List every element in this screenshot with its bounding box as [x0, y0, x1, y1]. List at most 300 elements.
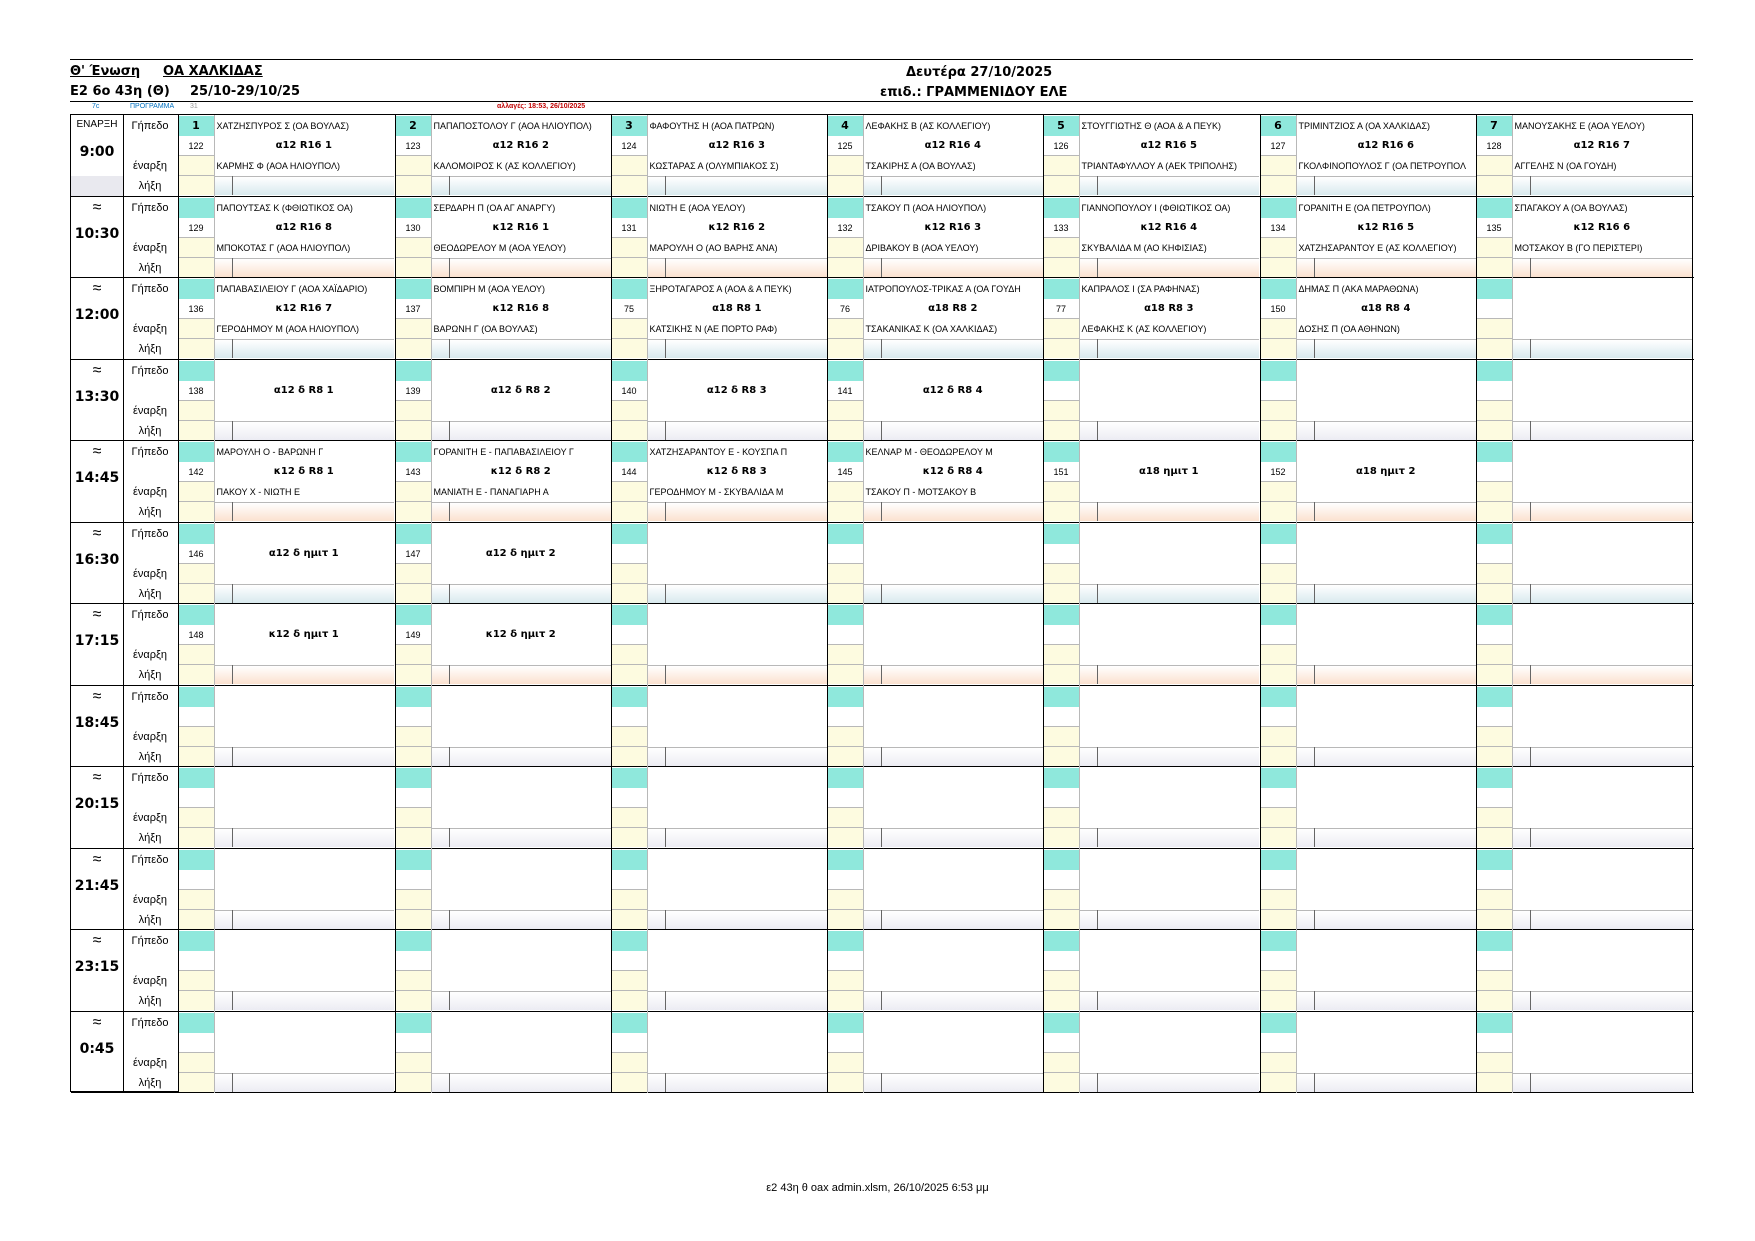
court-color-cell — [1477, 361, 1512, 381]
start-time-cell[interactable] — [828, 1053, 863, 1073]
match-number-cell — [612, 707, 647, 727]
start-time-cell[interactable] — [1477, 1053, 1512, 1073]
start-time-cell[interactable] — [1261, 564, 1296, 584]
end-time-cell[interactable] — [1044, 258, 1079, 277]
end-time-cell[interactable] — [396, 665, 431, 684]
match-number-cell — [1261, 707, 1296, 727]
start-time-cell[interactable] — [1044, 238, 1079, 258]
bar-divider — [449, 339, 450, 358]
end-bar — [1080, 584, 1260, 603]
bar-divider — [1530, 421, 1531, 440]
start-label: έναρξη — [132, 893, 168, 906]
end-bar — [1297, 502, 1477, 521]
start-time-cell[interactable] — [396, 890, 431, 910]
start-time-cell[interactable] — [1261, 727, 1296, 747]
bar-divider — [1530, 258, 1531, 277]
start-time-cell[interactable] — [1477, 319, 1512, 339]
start-time-cell[interactable] — [828, 727, 863, 747]
end-time-cell[interactable] — [1477, 665, 1512, 684]
approx-symbol: ≈ — [92, 1013, 102, 1031]
start-time-cell[interactable] — [612, 727, 647, 747]
court-color-cell — [1477, 279, 1512, 299]
end-bar — [432, 991, 612, 1010]
match-code: κ12 δ R8 2 — [490, 466, 551, 477]
end-bar — [215, 1073, 395, 1092]
court-color-cell — [1044, 442, 1079, 462]
end-time-cell[interactable] — [179, 747, 214, 766]
end-bar — [1513, 258, 1693, 277]
row-separator — [71, 196, 1694, 197]
end-bar — [432, 1073, 612, 1092]
court-color-cell — [612, 442, 647, 462]
end-time-cell[interactable] — [179, 665, 214, 684]
start-time-cell[interactable] — [612, 564, 647, 584]
bar-divider — [232, 339, 233, 358]
bar-divider — [665, 747, 666, 766]
court-color-cell — [612, 361, 647, 381]
court-label: Γήπεδο — [131, 1016, 169, 1029]
start-time-cell[interactable] — [1044, 645, 1079, 665]
court-color-cell — [179, 442, 214, 462]
court-color-cell — [1044, 279, 1079, 299]
end-time-cell[interactable] — [396, 502, 431, 521]
match-number-cell — [1477, 462, 1512, 482]
bar-divider — [232, 910, 233, 929]
start-time-cell[interactable] — [1477, 645, 1512, 665]
end-time-cell[interactable] — [1477, 747, 1512, 766]
end-bar — [1297, 1073, 1477, 1092]
end-bar — [1297, 584, 1477, 603]
end-time-cell[interactable] — [612, 1073, 647, 1092]
bar-divider — [665, 584, 666, 603]
bar-divider — [1530, 584, 1531, 603]
start-time-cell[interactable] — [1044, 727, 1079, 747]
end-time-cell[interactable] — [612, 176, 647, 195]
start-time-cell[interactable] — [396, 238, 431, 258]
start-time-cell[interactable] — [1477, 971, 1512, 991]
end-time-cell[interactable] — [1044, 910, 1079, 929]
start-time-cell[interactable] — [1261, 971, 1296, 991]
end-time-cell[interactable] — [179, 258, 214, 277]
start-time-cell[interactable] — [828, 890, 863, 910]
match-number-cell — [1044, 870, 1079, 890]
start-time-cell[interactable] — [396, 564, 431, 584]
start-time-cell[interactable] — [179, 401, 214, 421]
end-time-cell[interactable] — [1477, 828, 1512, 847]
start-time-cell[interactable] — [1044, 401, 1079, 421]
time-label: 21:45 — [74, 877, 120, 894]
end-bar — [1080, 910, 1260, 929]
end-time-cell[interactable] — [828, 747, 863, 766]
match-code: α12 R16 3 — [708, 140, 765, 151]
start-time-cell[interactable] — [1044, 156, 1079, 176]
start-time-cell[interactable] — [612, 971, 647, 991]
start-time-cell[interactable] — [828, 401, 863, 421]
court-color-cell — [828, 1013, 863, 1033]
end-bar — [1297, 339, 1477, 358]
start-time-cell[interactable] — [828, 564, 863, 584]
court-color-cell — [612, 279, 647, 299]
court-color-cell — [1261, 524, 1296, 544]
end-time-cell[interactable] — [1044, 828, 1079, 847]
footer-file-info: ε2 43η θ oax admin.xlsm, 26/10/2025 6:53 μμ — [766, 1182, 989, 1194]
court-number-cell: 4 — [828, 116, 863, 136]
end-time-cell[interactable] — [612, 258, 647, 277]
end-time-cell[interactable] — [396, 176, 431, 195]
end-bar — [864, 1073, 1044, 1092]
end-time-cell[interactable] — [396, 747, 431, 766]
bar-divider — [881, 584, 882, 603]
end-time-cell[interactable] — [396, 339, 431, 358]
end-time-cell[interactable] — [612, 339, 647, 358]
court-color-cell — [1477, 605, 1512, 625]
end-time-cell[interactable] — [828, 421, 863, 440]
match-number-cell — [396, 870, 431, 890]
court-color-cell — [1261, 442, 1296, 462]
player2-name: ΒΑΡΩΝΗ Γ (ΟΑ ΒΟΥΛΑΣ) — [433, 324, 538, 334]
end-bar — [1513, 584, 1693, 603]
start-time-cell[interactable] — [1477, 401, 1512, 421]
end-time-cell[interactable] — [396, 910, 431, 929]
end-time-cell[interactable] — [612, 665, 647, 684]
start-time-cell[interactable] — [396, 971, 431, 991]
start-time-cell[interactable] — [1044, 319, 1079, 339]
time-label: 12:00 — [74, 307, 120, 323]
bar-divider — [1314, 828, 1315, 847]
court-color-cell — [179, 361, 214, 381]
start-time-cell[interactable] — [179, 156, 214, 176]
end-time-cell[interactable] — [179, 502, 214, 521]
court-label: Γήπεδο — [131, 609, 169, 621]
start-time-cell[interactable] — [1477, 890, 1512, 910]
bar-divider — [1530, 665, 1531, 684]
bar-divider — [881, 910, 882, 929]
start-time-cell[interactable] — [1261, 1053, 1296, 1073]
end-time-cell[interactable] — [1044, 584, 1079, 603]
match-code: κ12 R16 1 — [492, 221, 550, 233]
court-color-cell — [1477, 442, 1512, 462]
end-time-cell[interactable] — [1477, 421, 1512, 440]
match-number: 134 — [1270, 222, 1286, 233]
end-time-cell[interactable] — [1261, 1073, 1296, 1092]
end-time-cell[interactable] — [1261, 584, 1296, 603]
start-time-cell[interactable] — [1261, 401, 1296, 421]
start-time-cell[interactable] — [1044, 971, 1079, 991]
end-time-cell[interactable] — [396, 258, 431, 277]
end-time-cell[interactable] — [1261, 176, 1296, 195]
bar-divider — [1097, 747, 1098, 766]
match-code: κ12 R16 3 — [924, 221, 982, 233]
start-time-cell[interactable] — [828, 808, 863, 828]
end-time-cell[interactable] — [828, 991, 863, 1010]
end-time-cell[interactable] — [396, 584, 431, 603]
start-label: έναρξη — [132, 404, 168, 417]
end-time-cell[interactable] — [1477, 258, 1512, 277]
start-time-cell[interactable] — [1477, 482, 1512, 502]
court-color-cell — [1261, 687, 1296, 707]
player2-name: ΤΣΑΚΙΡΗΣ Α (ΟΑ ΒΟΥΛΑΣ) — [865, 161, 976, 171]
start-time-cell[interactable] — [1044, 564, 1079, 584]
end-bar — [864, 339, 1044, 358]
end-time-cell[interactable] — [1477, 502, 1512, 521]
start-time-cell[interactable] — [396, 156, 431, 176]
end-bar — [648, 339, 828, 358]
end-time-cell[interactable] — [828, 665, 863, 684]
start-time-cell[interactable] — [396, 1053, 431, 1073]
end-time-cell[interactable] — [1477, 910, 1512, 929]
start-time-cell[interactable] — [179, 238, 214, 258]
start-time-cell[interactable] — [828, 319, 863, 339]
match-number-cell — [1044, 951, 1079, 971]
bar-divider — [1530, 1073, 1531, 1092]
start-time-cell[interactable] — [612, 1053, 647, 1073]
end-time-cell[interactable] — [1044, 421, 1079, 440]
end-time-cell[interactable] — [828, 339, 863, 358]
match-number-cell — [1044, 544, 1079, 564]
start-time-cell[interactable] — [1477, 808, 1512, 828]
court-color-cell — [396, 279, 431, 299]
end-label: λήξη — [138, 750, 162, 763]
bar-divider — [1097, 502, 1098, 521]
start-time-cell[interactable] — [179, 482, 214, 502]
start-time-cell[interactable] — [1477, 238, 1512, 258]
end-time-cell[interactable] — [612, 747, 647, 766]
end-time-cell[interactable] — [1477, 176, 1512, 195]
end-time-cell[interactable] — [179, 828, 214, 847]
start-time-cell[interactable] — [828, 971, 863, 991]
end-time-cell[interactable] — [396, 1073, 431, 1092]
start-time-cell[interactable] — [396, 401, 431, 421]
end-label: λήξη — [138, 995, 162, 1007]
end-time-cell[interactable] — [612, 584, 647, 603]
end-time-cell[interactable] — [1044, 747, 1079, 766]
start-time-cell[interactable] — [612, 645, 647, 665]
start-time-cell[interactable] — [1477, 564, 1512, 584]
end-time-cell[interactable] — [179, 991, 214, 1010]
start-time-cell[interactable] — [396, 808, 431, 828]
time-label: 10:30 — [74, 225, 120, 242]
start-time-cell[interactable] — [396, 645, 431, 665]
start-time-cell[interactable] — [612, 156, 647, 176]
start-time-cell[interactable] — [828, 482, 863, 502]
court-color-cell — [612, 768, 647, 788]
match-number-cell — [1477, 1033, 1512, 1053]
bar-divider — [1097, 828, 1098, 847]
court-color-cell — [396, 524, 431, 544]
start-time-cell[interactable] — [1044, 1053, 1079, 1073]
start-time-cell[interactable] — [179, 319, 214, 339]
match-number: 75 — [623, 304, 634, 314]
match-code: κ12 δ ημιτ 2 — [485, 629, 556, 640]
end-time-cell[interactable] — [828, 828, 863, 847]
end-time-cell[interactable] — [1477, 991, 1512, 1010]
start-time-cell[interactable] — [1261, 890, 1296, 910]
bar-divider — [1314, 421, 1315, 440]
match-code: α12 δ R8 3 — [706, 384, 767, 396]
end-time-cell[interactable] — [828, 910, 863, 929]
start-time-cell[interactable] — [612, 890, 647, 910]
end-time-cell[interactable] — [1261, 828, 1296, 847]
end-time-cell[interactable] — [1477, 1073, 1512, 1092]
court-color-cell — [612, 605, 647, 625]
start-time-cell[interactable] — [1261, 482, 1296, 502]
court-color-cell — [1261, 931, 1296, 951]
end-time-cell[interactable] — [612, 828, 647, 847]
start-time-cell[interactable] — [1261, 645, 1296, 665]
start-time-cell[interactable] — [828, 238, 863, 258]
start-time-cell[interactable] — [1261, 319, 1296, 339]
match-code: α12 R16 1 — [275, 140, 332, 151]
end-time-cell[interactable] — [1261, 991, 1296, 1010]
end-time-cell[interactable] — [1477, 584, 1512, 603]
end-time-cell[interactable] — [612, 910, 647, 929]
match-number-cell — [396, 951, 431, 971]
end-bar — [864, 828, 1044, 847]
end-time-cell[interactable] — [1477, 339, 1512, 358]
end-time-cell[interactable] — [612, 991, 647, 1010]
end-time-cell[interactable] — [396, 421, 431, 440]
end-time-cell[interactable] — [1044, 176, 1079, 195]
court-color-cell — [1477, 850, 1512, 870]
start-time-cell[interactable] — [179, 564, 214, 584]
start-time-cell[interactable] — [1044, 482, 1079, 502]
match-number: 128 — [1486, 141, 1502, 151]
start-time-cell[interactable] — [396, 727, 431, 747]
start-time-cell[interactable] — [612, 238, 647, 258]
match-number: 147 — [405, 548, 421, 559]
match-number: 150 — [1270, 304, 1286, 314]
end-time-cell[interactable] — [1261, 910, 1296, 929]
end-time-cell[interactable] — [179, 1073, 214, 1092]
match-code: α12 R16 8 — [275, 221, 332, 233]
end-time-cell[interactable] — [1044, 991, 1079, 1010]
end-time-cell[interactable] — [179, 176, 214, 195]
end-time-cell[interactable] — [1044, 665, 1079, 684]
start-time-cell[interactable] — [179, 1053, 214, 1073]
match-number-cell — [1477, 707, 1512, 727]
end-time-cell[interactable] — [1044, 502, 1079, 521]
start-time-cell[interactable] — [1477, 727, 1512, 747]
bar-divider — [1530, 339, 1531, 358]
end-bar — [1297, 665, 1477, 684]
match-number-cell — [828, 951, 863, 971]
player1-name: ΜΑΝΟΥΣΑΚΗΣ Ε (ΑΟΑ ΥΕΛΟΥ) — [1514, 121, 1645, 131]
end-time-cell[interactable] — [1261, 258, 1296, 277]
end-bar — [432, 339, 612, 358]
court-color-cell — [1261, 279, 1296, 299]
player1-name: ΔΗΜΑΣ Π (ΑΚΑ ΜΑΡΑΘΩΝΑ) — [1298, 284, 1419, 294]
start-time-cell[interactable] — [828, 645, 863, 665]
end-time-cell[interactable] — [179, 910, 214, 929]
end-time-cell[interactable] — [179, 584, 214, 603]
court-label: Γήπεδο — [131, 853, 169, 866]
start-time-cell[interactable] — [1261, 808, 1296, 828]
court-color-cell — [828, 768, 863, 788]
match-number: 148 — [188, 630, 204, 640]
end-time-cell[interactable] — [1044, 1073, 1079, 1092]
player2-name: ΚΩΣΤΑΡΑΣ Α (ΟΛΥΜΠΙΑΚΟΣ Σ) — [649, 161, 779, 171]
match-code: α12 δ R8 4 — [922, 384, 983, 396]
end-bar — [648, 1073, 828, 1092]
start-time-cell[interactable] — [612, 808, 647, 828]
court-color-cell — [612, 687, 647, 707]
end-time-cell[interactable] — [828, 176, 863, 195]
court-color-cell — [828, 442, 863, 462]
end-time-cell[interactable] — [1044, 339, 1079, 358]
court-color-cell — [179, 605, 214, 625]
end-time-cell[interactable] — [828, 502, 863, 521]
end-time-cell[interactable] — [396, 991, 431, 1010]
end-bar — [648, 991, 828, 1010]
end-time-cell[interactable] — [1261, 665, 1296, 684]
court-color-cell — [1044, 524, 1079, 544]
end-time-cell[interactable] — [1261, 421, 1296, 440]
union-label: Θ' Ένωση — [70, 64, 141, 79]
end-time-cell[interactable] — [612, 421, 647, 440]
end-bar — [1080, 258, 1260, 277]
start-time-cell[interactable] — [396, 482, 431, 502]
start-time-cell[interactable] — [179, 971, 214, 991]
player1-name: ΣΕΡΔΑΡΗ Π (ΟΑ ΑΓ ΑΝΑΡΓΥ) — [433, 202, 556, 213]
start-time-cell[interactable] — [1477, 156, 1512, 176]
start-time-cell[interactable] — [179, 808, 214, 828]
match-code: α12 δ ημιτ 2 — [485, 547, 556, 559]
player1-name: ΧΑΤΖΗΣΑΡΑΝΤΟΥ Ε - ΚΟΥΣΠΑ Π — [649, 447, 788, 457]
player1-name: ΠΑΠΟΥΤΣΑΣ Κ (ΦΘΙΩΤΙΚΟΣ ΟΑ) — [216, 202, 353, 213]
bar-divider — [1097, 991, 1098, 1010]
start-time-cell[interactable] — [612, 319, 647, 339]
start-time-cell[interactable] — [612, 401, 647, 421]
match-code: κ12 R16 7 — [275, 303, 333, 314]
supervisor: επιδ.: ΓΡΑΜΜΕΝΙΔΟΥ ΕΛΕ — [880, 85, 1068, 100]
end-time-cell[interactable] — [828, 584, 863, 603]
start-time-cell[interactable] — [1261, 156, 1296, 176]
start-time-cell[interactable] — [828, 156, 863, 176]
start-time-cell[interactable] — [179, 890, 214, 910]
match-code: α12 δ R8 1 — [273, 384, 334, 396]
end-time-cell[interactable] — [179, 421, 214, 440]
end-time-cell[interactable] — [828, 258, 863, 277]
end-time-cell[interactable] — [1261, 339, 1296, 358]
match-number-cell — [1261, 381, 1296, 401]
end-time-cell[interactable] — [1261, 747, 1296, 766]
player1-name: ΛΕΦΑΚΗΣ Β (ΑΣ ΚΟΛΛΕΓΙΟΥ) — [865, 121, 991, 131]
bar-divider — [665, 991, 666, 1010]
start-time-cell[interactable] — [1261, 238, 1296, 258]
start-time-cell[interactable] — [179, 645, 214, 665]
time-label: 18:45 — [74, 714, 120, 731]
player1-name: ΝΙΩΤΗ Ε (ΑΟΑ ΥΕΛΟΥ) — [649, 202, 746, 213]
end-time-cell[interactable] — [179, 339, 214, 358]
bar-divider — [449, 828, 450, 847]
court-label: Γήπεδο — [131, 690, 169, 703]
end-time-cell[interactable] — [396, 828, 431, 847]
time-label: 16:30 — [74, 551, 120, 568]
start-label: έναρξη — [132, 323, 168, 335]
start-time-cell[interactable] — [1044, 890, 1079, 910]
start-time-cell[interactable] — [1044, 808, 1079, 828]
end-time-cell[interactable] — [828, 1073, 863, 1092]
end-bar — [432, 258, 612, 277]
start-time-cell[interactable] — [612, 482, 647, 502]
player2-name: ΘΕΟΔΩΡΕΛΟΥ Μ (ΑΟΑ ΥΕΛΟΥ) — [433, 242, 566, 253]
end-time-cell[interactable] — [1261, 502, 1296, 521]
start-time-cell[interactable] — [179, 727, 214, 747]
start-time-cell[interactable] — [396, 319, 431, 339]
match-number: 124 — [621, 141, 637, 151]
end-time-cell[interactable] — [612, 502, 647, 521]
end-bar — [1080, 502, 1260, 521]
